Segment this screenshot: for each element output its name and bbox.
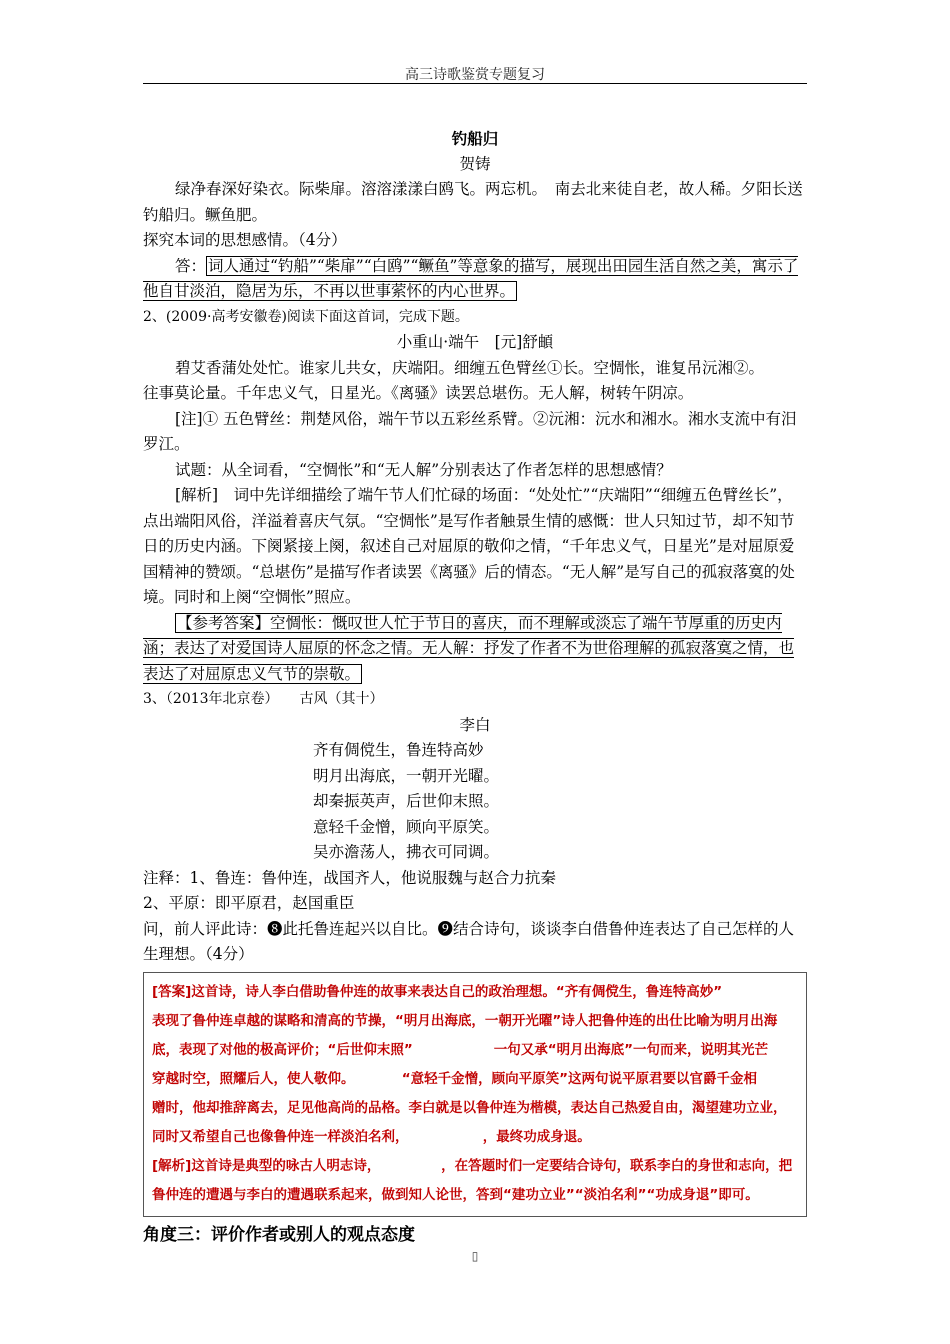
page-header: 高三诗歌鉴赏专题复习 bbox=[405, 67, 545, 83]
q2-question: 试题：从全词看，“空惆怅”和“无人解”分别表达了作者怎样的思想感情？ bbox=[175, 460, 672, 479]
q1-answer-paragraph bbox=[143, 254, 807, 305]
q3-poem-line: 明月出海底，一朝开光曜。 bbox=[313, 766, 500, 785]
q3-note-2: 2、平原：即平原君，赵国重臣 bbox=[143, 894, 355, 912]
q2-heading: 2、(2009·高考安徽卷)阅读下面这首词，完成下题。 bbox=[143, 308, 469, 325]
header-rule bbox=[143, 83, 807, 84]
q1-answer: 词人通过“钓船”“柴扉”“白鸥”“鳜鱼”等意象的描写，展现出田园生活自然之美，寓示了他自甘淡泊，隐居为乐，不再以世事萦怀的内心世界。 bbox=[143, 256, 799, 300]
q2-analysis: [解析] 词中先详细描绘了端午节人们忙碌的场面：“处处忙”“庆端阳”“细缠五色臂丝长”，点出端阳风俗，洋溢着喜庆气氛。“空惆怅”是写作者触景生情的感慨：世人只知过节，却不知节日的历史内涵。下阕紧接上阕，叙述自己对屈原的敬仰之情，“千年忠义气，日星光”是对屈原爱国精神的赞颂。“总堪伤”是描写作者读罢《离骚》后的情态。“无人解”是写自己的孤寂落寞的处境。同时和上阕“空惆怅”照应。 bbox=[143, 486, 795, 606]
q1-poem: 绿净春深好染衣。际柴扉。溶溶漾漾白鸥飞。两忘机。 南去北来徒自老，故人稀。夕阳长送钓船归。鳜鱼肥。 bbox=[143, 180, 803, 224]
q3-answer-box bbox=[143, 972, 807, 1217]
q3-answer-line: 底，表现了对他的极高评价；“后世仰末照” 一句又承“明月出海底”一句而来，说明其光芒 bbox=[152, 1041, 768, 1058]
q3-answer-line: [解析]这首诗是典型的咏古人明志诗， ，在答题时们一定要结合诗句，联系李白的身世和志向，把 bbox=[152, 1157, 793, 1174]
q3-poem-line: 齐有倜傥生，鲁连特高妙 bbox=[313, 741, 484, 759]
q2-ref-answer: 【参考答案】空惆怅：慨叹世人忙于节日的喜庆，而不理解或淡忘了端午节厚重的历史内涵；表达了对爱国诗人屈原的怀念之情。无人解：抒发了作者不为世俗理解的孤寂落寞之情，也表达了对屈原忠义气节的崇敬。 bbox=[143, 613, 795, 683]
q3-answer-line: 穿越时空，照耀后人，使人敬仰。 “意轻千金憎，顾向平原笑”这两句说平原君要以官爵千金相 bbox=[152, 1070, 757, 1087]
q1-answer-prefix: 答： bbox=[175, 256, 207, 275]
q3-question: 问，前人评此诗：❽此托鲁连起兴以自比。❾结合诗句，谈谈李白借鲁仲连表达了自己怎样的人生理想。（4分） bbox=[143, 919, 795, 963]
document-body bbox=[143, 126, 807, 1248]
q3-answer-line: 赠时，他却推辞离去，足见他高尚的品格。李白就是以鲁仲连为楷模，表达自己热爱自由，渴望建功立业， bbox=[152, 1099, 787, 1116]
q3-poem-line: 却秦振英声，后世仰末照。 bbox=[313, 792, 500, 810]
section-title: 角度三：评价作者或别人的观点态度 bbox=[143, 1224, 415, 1245]
q3-note-1: 注释：1、鲁连：鲁仲连，战国齐人，他说服魏与赵合力抗秦 bbox=[143, 868, 556, 887]
q2-poem-upper: 碧艾香蒲处处忙。谁家儿共女，庆端阳。细缠五色臂丝①长。空惆怅，谁复吊沅湘②。 bbox=[175, 358, 765, 377]
q1-question: 探究本词的思想感情。（4分） bbox=[143, 231, 347, 249]
q2-note: [注]① 五色臂丝：荆楚风俗，端午节以五彩丝系臂。②沅湘：沅水和湘水。湘水支流中有汨罗江。 bbox=[143, 409, 797, 453]
q1-author: 贺铸 bbox=[459, 154, 491, 173]
q2-title: 小重山·端午 [元]舒頔 bbox=[396, 333, 554, 351]
q1-title: 钓船归 bbox=[451, 129, 499, 148]
q3-answer-line: 同时又希望自己也像鲁仲连一样淡泊名利， ，最终功成身退。 bbox=[152, 1128, 591, 1145]
q3-answer-line: 表现了鲁仲连卓越的谋略和清高的节操，“明月出海底，一朝开光曜”诗人把鲁仲连的出仕比喻为明月出海 bbox=[152, 1012, 778, 1029]
q3-poem-line: 吴亦澹荡人，拂衣可同调。 bbox=[313, 843, 500, 861]
q3-poem-line: 意轻千金憎，顾向平原笑。 bbox=[313, 817, 500, 836]
q3-answer-line: 鲁仲连的遭遇与李白的遭遇联系起来，做到知人论世，答到“建功立业”“淡泊名利”“功成身退”即可。 bbox=[152, 1186, 759, 1203]
q3-answer-line: [答案]这首诗，诗人李白借助鲁仲连的故事来表达自己的政治理想。“齐有倜傥生，鲁连特高妙” bbox=[152, 983, 723, 1000]
page-footer: ▯ bbox=[471, 1249, 479, 1263]
q3-author: 李白 bbox=[459, 715, 491, 734]
q2-ref-answer-paragraph bbox=[143, 611, 807, 688]
q2-poem-lower: 往事莫论量。千年忠义气，日星光。《离骚》读罢总堪伤。无人解，树转午阴凉。 bbox=[143, 384, 694, 402]
q3-heading: 3、（2013年北京卷） 古风（其十） bbox=[143, 691, 384, 707]
